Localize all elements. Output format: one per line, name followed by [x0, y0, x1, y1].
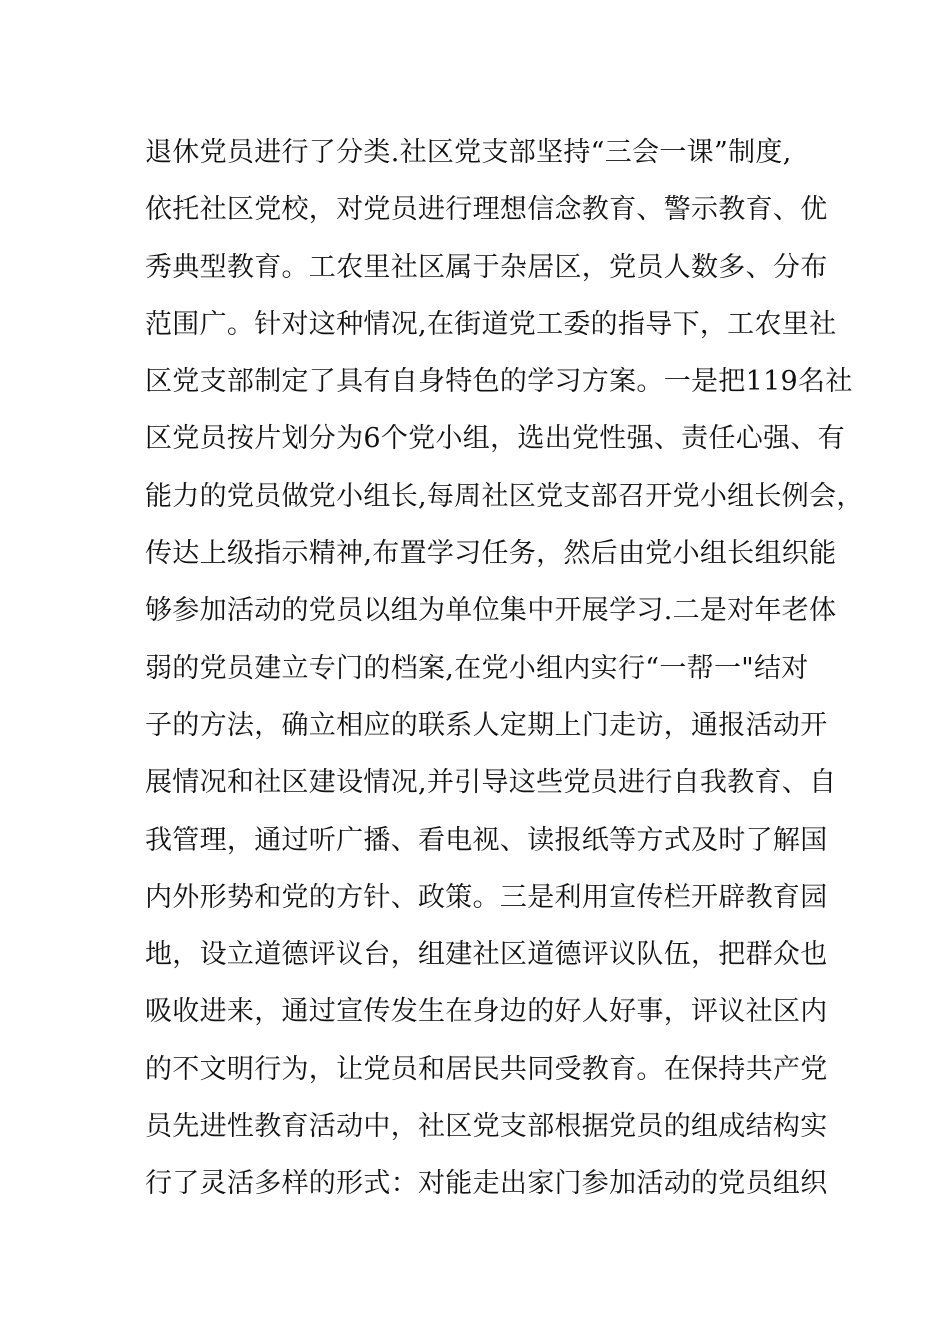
text-line: 的不文明行为，让党员和居民共同受教育。在保持共产党 — [145, 1053, 828, 1085]
text-line: 够参加活动的党员以组为单位集中开展学习.二是对年老体 — [145, 595, 837, 627]
text-line: 弱的党员建立专门的档案,在党小组内实行“一帮一"结对 — [145, 652, 809, 684]
text-line: 内外形势和党的方针、政策。三是利用宣传栏开辟教育园 — [145, 881, 828, 913]
text-line: 我管理，通过听广播、看电视、读报纸等方式及时了解国 — [145, 824, 828, 856]
text-line: 展情况和社区建设情况,并引导这些党员进行自我教育、自 — [145, 767, 837, 799]
text-line: 区党员按片划分为6个党小组，选出党性强、责任心强、有 — [145, 423, 845, 455]
text-line: 区党支部制定了具有自身特色的学习方案。一是把119名社 — [145, 366, 853, 398]
text-line: 范围广。针对这种情况,在街道党工委的指导下，工农里社 — [145, 308, 837, 340]
text-line: 员先进性教育活动中，社区党支部根据党员的组成结构实 — [145, 1111, 828, 1143]
text-line: 秀典型教育。工农里社区属于杂居区，党员人数多、分布 — [145, 251, 828, 283]
text-line: 子的方法，确立相应的联系人定期上门走访，通报活动开 — [145, 709, 828, 741]
text-line: 吸收进来，通过宣传发生在身边的好人好事，评议社区内 — [145, 996, 828, 1028]
text-line: 地，设立道德评议台，组建社区道德评议队伍，把群众也 — [145, 939, 828, 971]
text-line: 退休党员进行了分类.社区党支部坚持“三会一课”制度, — [145, 137, 792, 168]
body-text — [145, 124, 864, 1213]
text-line: 行了灵活多样的形式：对能走出家门参加活动的党员组织 — [145, 1168, 828, 1200]
text-line: 依托社区党校，对党员进行理想信念教育、警示教育、优 — [145, 194, 828, 226]
text-line: 能力的党员做党小组长,每周社区党支部召开党小组长例会， — [145, 480, 864, 512]
text-line: 传达上级指示精神,布置学习任务，然后由党小组长组织能 — [145, 538, 837, 570]
